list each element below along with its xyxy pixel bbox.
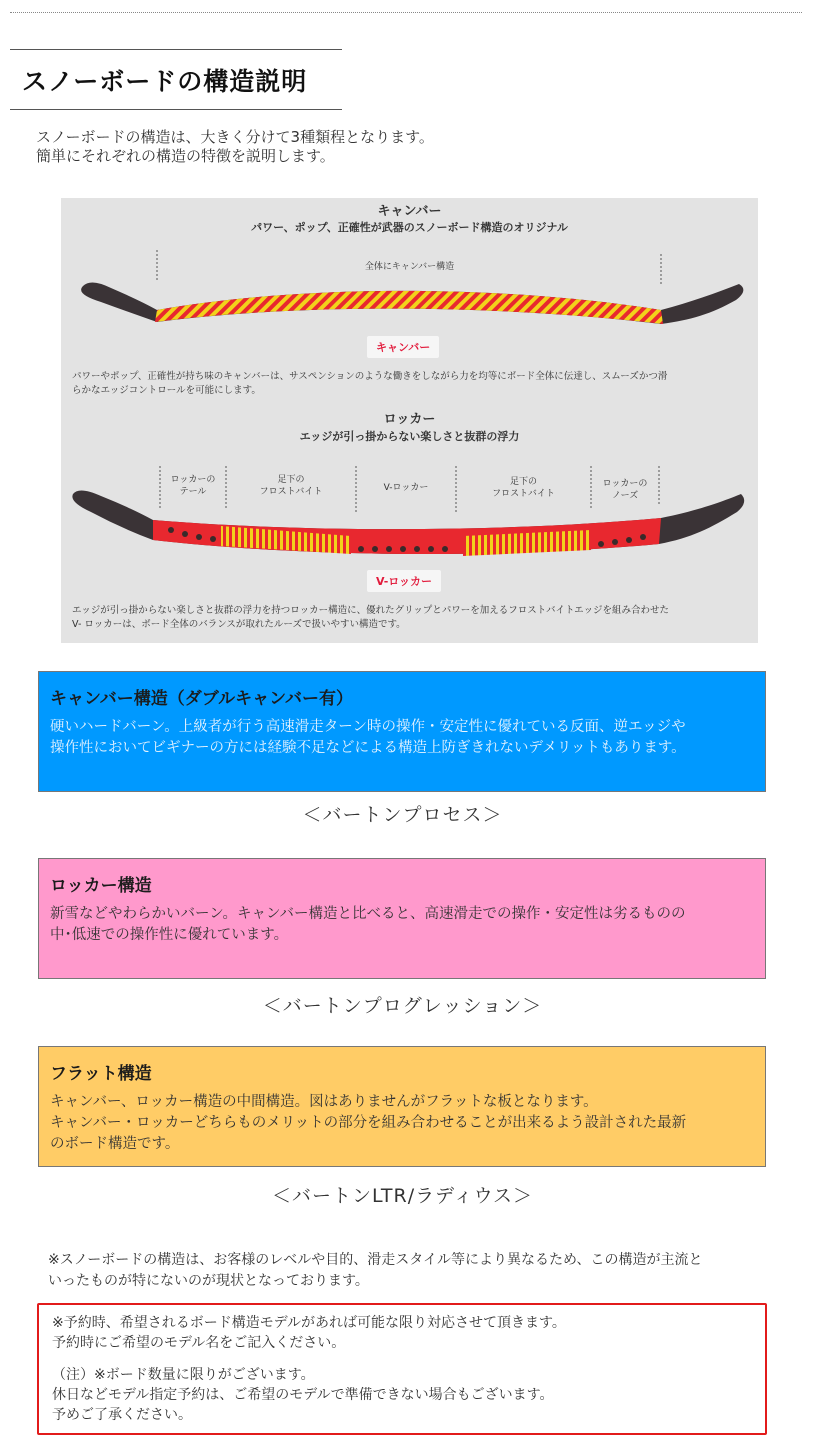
zone-label: ロッカーの xyxy=(602,479,648,489)
zone-label: 足下の xyxy=(277,475,305,485)
page-title: スノーボードの構造説明 xyxy=(22,67,308,96)
note-line: ※スノーボードの構造は、お客様のレベルや目的、滑走スタイル等により異なるため、この構造が主流と xyxy=(48,1252,703,1268)
title-rule-bottom xyxy=(10,109,342,110)
intro-line: 簡単にそれぞれの構造の特徴を説明します。 xyxy=(36,147,335,165)
camber-description-line: らかなエッジコントロールを可能にします。 xyxy=(72,385,261,396)
section-body-line: のボード構造です。 xyxy=(50,1136,180,1152)
section-body-line: 新雪などやわらかいバーン。キャンバー構造と比べると、高速滑走での操作・安定性は劣るものの xyxy=(50,906,686,922)
camber-tag: キャンバー xyxy=(367,336,439,358)
camber-section xyxy=(38,671,766,792)
camber-description-line: パワーやポップ、正確性が持ち味のキャンバーは、サスペンションのような働きをしながら力を均等にボード全体に伝達し、スムーズかつ滑 xyxy=(72,371,668,382)
section-body-line: キャンバー、ロッカー構造の中間構造。図はありませんがフラットな板となります。 xyxy=(50,1094,598,1110)
rocker-description-line: V- ロッカーは、ボード全体のバランスが取れたルーズで扱いやすい構造です。 xyxy=(72,619,406,630)
section-body-line: キャンバー・ロッカーどちらものメリットの部分を組み合わせることが出来るよう設計された最新 xyxy=(50,1115,687,1131)
zone-v-rocker xyxy=(356,482,456,494)
zone-frostbite-right xyxy=(456,476,591,500)
notice-line: 予約時にご希望のモデル名をご記入ください。 xyxy=(52,1335,346,1351)
notice-line: ※予約時、希望されるボード構造モデルがあれば可能な限り対応させて頂きます。 xyxy=(52,1315,566,1331)
section-body-line: 操作性においてビギナーの方には経験不足などによる構造上防ぎきれないデメリットもあります。 xyxy=(50,740,686,756)
zone-label: テール xyxy=(179,487,207,497)
top-dotted-divider xyxy=(10,12,802,13)
zone-label: ノーズ xyxy=(611,491,639,501)
rocker-description-line: エッジが引っ掛からない楽しさと抜群の浮力を持つロッカー構造に、優れたグリップとパワーを加えるフロストバイトエッジを組み合わせた xyxy=(72,605,669,616)
title-rule-top xyxy=(10,49,342,50)
zone-label: 足下の xyxy=(509,477,537,487)
section-caption: ＜バートンLTR/ラディウス＞ xyxy=(271,1185,534,1207)
section-caption: ＜バートンプロセス＞ xyxy=(302,804,503,826)
zone-label: フロストバイト xyxy=(259,487,323,497)
section-body-line: 中･低速での操作性に優れています。 xyxy=(50,927,289,943)
rocker-subheading: エッジが引っ掛からない楽しさと抜群の浮力 xyxy=(299,430,520,443)
notice-line: 予めご了承ください。 xyxy=(52,1407,192,1423)
rocker-description xyxy=(72,604,669,632)
camber-subheading: パワー、ポップ、正確性が武器のスノーボード構造のオリジナル xyxy=(251,221,568,234)
section-caption: ＜バートンプログレッション＞ xyxy=(262,995,543,1017)
notice-line: （注）※ボード数量に限りがございます。 xyxy=(52,1367,315,1383)
zone-label: V-ロッカー xyxy=(383,483,429,493)
rocker-section xyxy=(38,858,766,979)
section-heading: フラット構造 xyxy=(50,1064,152,1084)
structure-note xyxy=(48,1250,702,1292)
v-rocker-tag: V-ロッカー xyxy=(367,570,441,592)
section-heading: ロッカー構造 xyxy=(50,876,152,896)
note-line: いったものが特にないのが現状となっております。 xyxy=(48,1273,369,1289)
camber-zone-label: 全体にキャンバー構造 xyxy=(364,262,455,272)
reservation-notice xyxy=(37,1303,767,1435)
flat-section xyxy=(38,1046,766,1167)
camber-stripe xyxy=(155,291,663,324)
intro-text xyxy=(36,128,434,166)
section-heading: キャンバー構造（ダブルキャンバー有） xyxy=(50,689,353,709)
zone-label: フロストバイト xyxy=(492,489,555,499)
zone-label: ロッカーの xyxy=(170,475,216,485)
camber-description xyxy=(72,370,667,398)
section-body-line: 硬いハードバーン。上級者が行う高速滑走ターン時の操作・安定性に優れている反面、逆エッジや xyxy=(50,719,686,735)
intro-line: スノーボードの構造は、大きく分けて3種類程となります。 xyxy=(36,128,434,146)
camber-heading: キャンバー xyxy=(377,204,442,219)
zone-frostbite-left xyxy=(226,474,356,498)
rocker-heading: ロッカー xyxy=(383,412,436,427)
zone-rocker-tail xyxy=(160,474,226,498)
notice-line: 休日などモデル指定予約は、ご希望のモデルで準備できない場合もございます。 xyxy=(52,1387,554,1403)
board-structure-figure xyxy=(61,198,758,643)
zone-rocker-nose xyxy=(591,478,659,502)
